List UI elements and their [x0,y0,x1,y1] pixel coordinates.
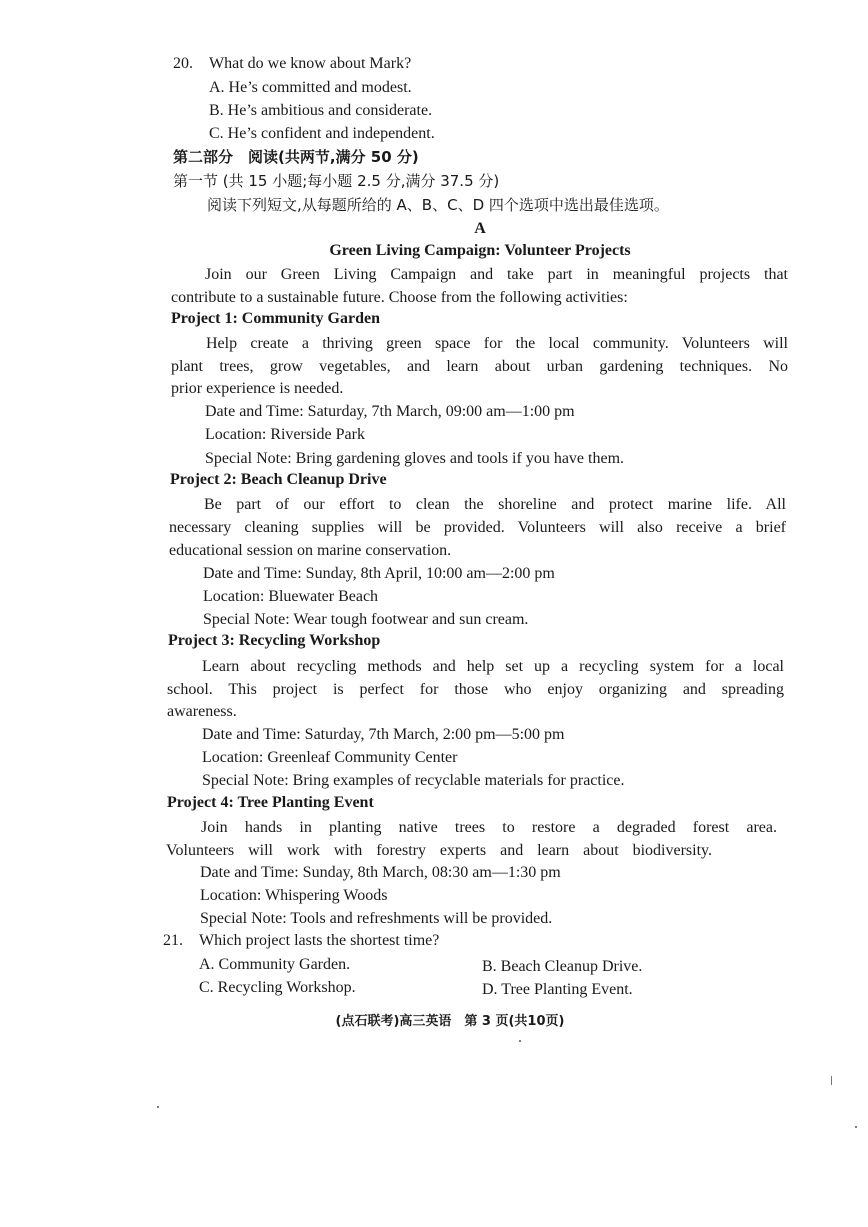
part-heading: 第二部分 阅读(共两节,满分 50 分) [173,148,419,166]
project-desc-line: Join hands in planting native trees to restore a degraded forest area. [201,819,777,836]
question-stem: Which project lasts the shortest time? [199,932,440,949]
project-desc-line: school. This project is perfect for those who enjoy organizing and spreading [167,681,784,698]
project-desc-line: plant trees, grow vegetables, and learn about urban gardening techniques. No [171,358,788,375]
project-desc-line: Learn about recycling methods and help set up a recycling system for a local [202,658,784,675]
project-location: Location: Riverside Park [205,426,365,443]
project-desc-line: Help create a thriving green space for the local community. Volunteers will [206,335,788,352]
intro-line: Join our Green Living Campaign and take part in meaningful projects that [205,266,788,283]
question-stem: What do we know about Mark? [209,55,412,72]
instruction-text: 阅读下列短文,从每题所给的 A、B、C、D 四个选项中选出最佳选项。 [207,196,669,214]
project-date: Date and Time: Sunday, 8th April, 10:00 am—2:00 pm [203,565,555,582]
project-desc-line: prior experience is needed. [171,380,344,397]
scan-speck [831,1076,832,1085]
option-20-a: A. He’s committed and modest. [209,79,412,96]
project-date: Date and Time: Sunday, 8th March, 08:30 am—1:30 pm [200,864,561,881]
project-heading: Project 1: Community Garden [171,310,380,327]
option-21-d: D. Tree Planting Event. [482,981,633,998]
project-location: Location: Whispering Woods [200,887,388,904]
project-note: Special Note: Bring examples of recyclable materials for practice. [202,772,625,789]
intro-line: contribute to a sustainable future. Choose from the following activities: [171,289,628,306]
passage-title: Green Living Campaign: Volunteer Projects [329,242,631,259]
project-note: Special Note: Bring gardening gloves and tools if you have them. [205,450,625,467]
option-21-b: B. Beach Cleanup Drive. [482,958,643,975]
project-location: Location: Greenleaf Community Center [202,749,458,766]
project-heading: Project 2: Beach Cleanup Drive [170,471,387,488]
option-20-c: C. He’s confident and independent. [209,125,435,142]
project-date: Date and Time: Saturday, 7th March, 2:00 pm—5:00 pm [202,726,565,743]
option-21-a: A. Community Garden. [199,956,351,973]
project-note: Special Note: Wear tough footwear and sun cream. [203,611,529,628]
question-20 [173,53,411,75]
scan-speck [519,1040,521,1042]
project-desc-line: necessary cleaning supplies will be provided. Volunteers will also receive a brief [169,519,786,536]
project-desc-line: Be part of our effort to clean the shoreline and protect marine life. All [204,496,786,513]
project-location: Location: Bluewater Beach [203,588,379,605]
project-heading: Project 3: Recycling Workshop [168,632,381,649]
option-20-b: B. He’s ambitious and considerate. [209,102,433,119]
project-heading: Project 4: Tree Planting Event [167,794,374,811]
scan-speck [157,1106,159,1108]
project-desc-line: awareness. [167,703,237,720]
question-number: 20. [173,55,193,72]
scan-speck [855,1126,857,1128]
question-number: 21. [163,932,183,949]
project-desc-line: educational session on marine conservation. [169,542,452,559]
option-21-c: C. Recycling Workshop. [199,979,356,996]
project-date: Date and Time: Saturday, 7th March, 09:00 am—1:00 pm [205,403,575,420]
project-desc-line: Volunteers will work with forestry experts and learn about biodiversity. [166,842,712,859]
question-21 [163,930,439,952]
section-heading: 第一节 (共 15 小题;每小题 2.5 分,满分 37.5 分) [173,172,500,190]
page-footer: (点石联考)高三英语 第 3 页(共10页) [335,1014,565,1029]
passage-letter: A [474,220,486,237]
project-note: Special Note: Tools and refreshments will be provided. [200,910,553,927]
